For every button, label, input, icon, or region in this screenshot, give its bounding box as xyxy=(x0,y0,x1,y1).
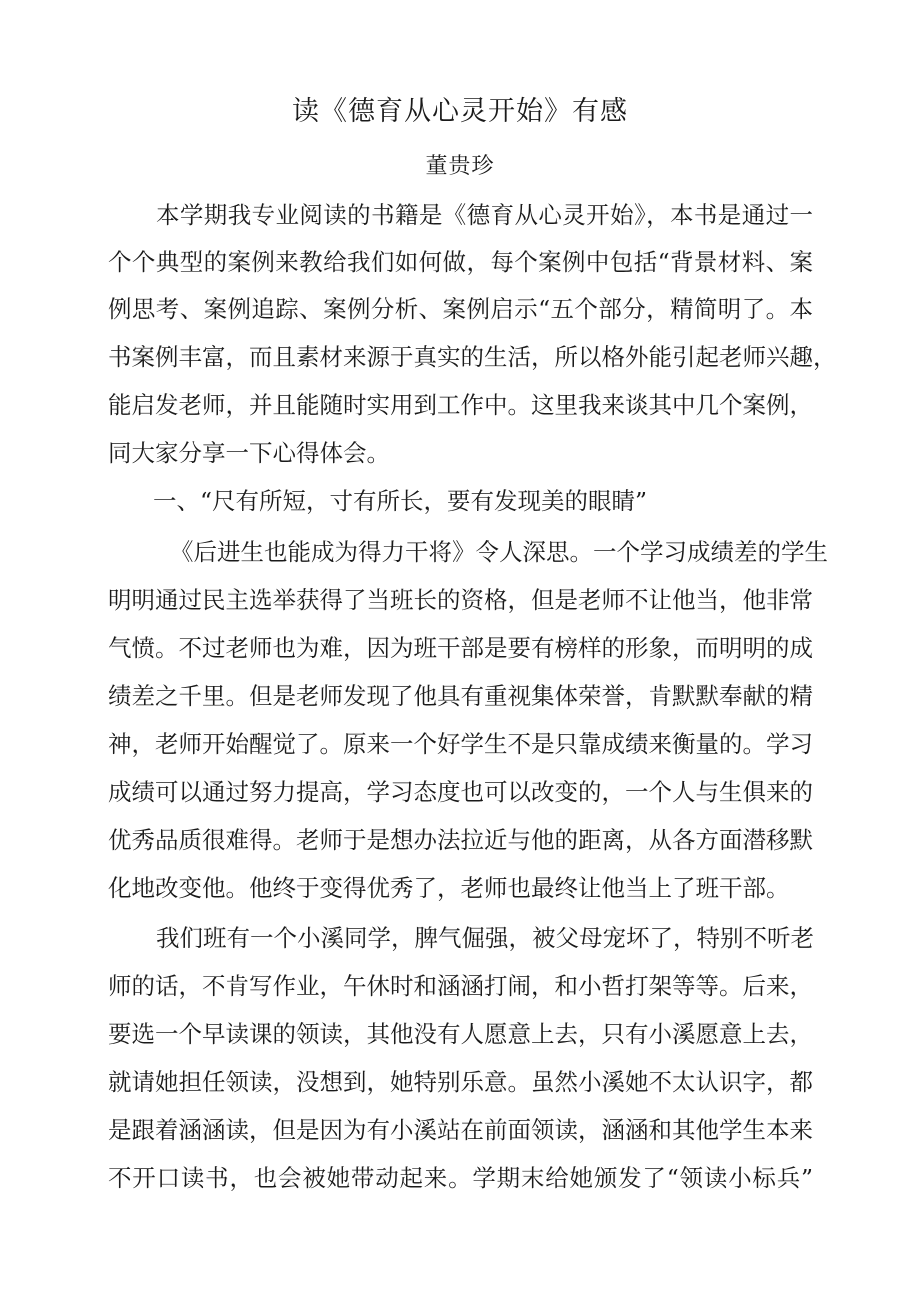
paragraph-line: 成绩可以通过努力提高，学习态度也可以改变的，一个人与生俱来的 xyxy=(108,778,813,806)
paragraph-line: 是跟着涵涵读，但是因为有小溪站在前面领读，涵涵和其他学生本来 xyxy=(108,1116,813,1144)
paragraph-line: 神，老师开始醒觉了。原来一个好学生不是只靠成绩来衡量的。学习 xyxy=(108,730,813,758)
paragraph-line: 优秀品质很难得。老师于是想办法拉近与他的距离，从各方面潜移默 xyxy=(108,826,813,854)
paragraph-line: 不开口读书，也会被她带动起来。学期末给她颁发了“领读小标兵” xyxy=(108,1164,813,1192)
paragraph-line: 就请她担任领读，没想到，她特别乐意。虽然小溪她不太认识字，都 xyxy=(108,1068,813,1096)
document-title: 读《德育从心灵开始》有感 xyxy=(292,96,628,127)
paragraph-line: 能启发老师，并且能随时实用到工作中。这里我来谈其中几个案例， xyxy=(108,391,813,419)
paragraph-line: 明明通过民主选举获得了当班长的资格，但是老师不让他当，他非常 xyxy=(108,586,813,614)
document-author: 董贵珍 xyxy=(425,154,495,179)
paragraph-line: 本学期我专业阅读的书籍是《德育从心灵开始》，本书是通过一 xyxy=(156,201,813,229)
paragraph-line: 例思考、案例追踪、案例分析、案例启示“五个部分，精简明了。本 xyxy=(108,295,813,323)
paragraph-line: 绩差之千里。但是老师发现了他具有重视集体荣誉，肯默默奉献的精 xyxy=(108,682,813,710)
paragraph-line: 书案例丰富，而且素材来源于真实的生活，所以格外能引起老师兴趣， xyxy=(108,343,837,371)
paragraph-line: 我们班有一个小溪同学，脾气倔强，被父母宠坏了，特别不听老 xyxy=(156,924,814,952)
paragraph-line: 要选一个早读课的领读，其他没有人愿意上去，只有小溪愿意上去， xyxy=(108,1020,813,1048)
paragraph-line: 同大家分享一下心得体会。 xyxy=(108,439,390,467)
section-heading: 一、“尺有所短，寸有所长，要有发现美的眼睛” xyxy=(153,487,648,515)
paragraph-line: 师的话，不肯写作业，午休时和涵涵打闹，和小哲打架等等。后来， xyxy=(108,972,813,1000)
paragraph-line: 个个典型的案例来教给我们如何做，每个案例中包括“背景材料、案 xyxy=(108,248,813,276)
paragraph-line: 化地改变他。他终于变得优秀了，老师也最终让他当上了班干部。 xyxy=(108,874,790,902)
paragraph-line: 《后进生也能成为得力干将》令人深思。一个学习成绩差的学生 xyxy=(170,538,828,566)
paragraph-line: 气愤。不过老师也为难，因为班干部是要有榜样的形象，而明明的成 xyxy=(108,634,813,662)
